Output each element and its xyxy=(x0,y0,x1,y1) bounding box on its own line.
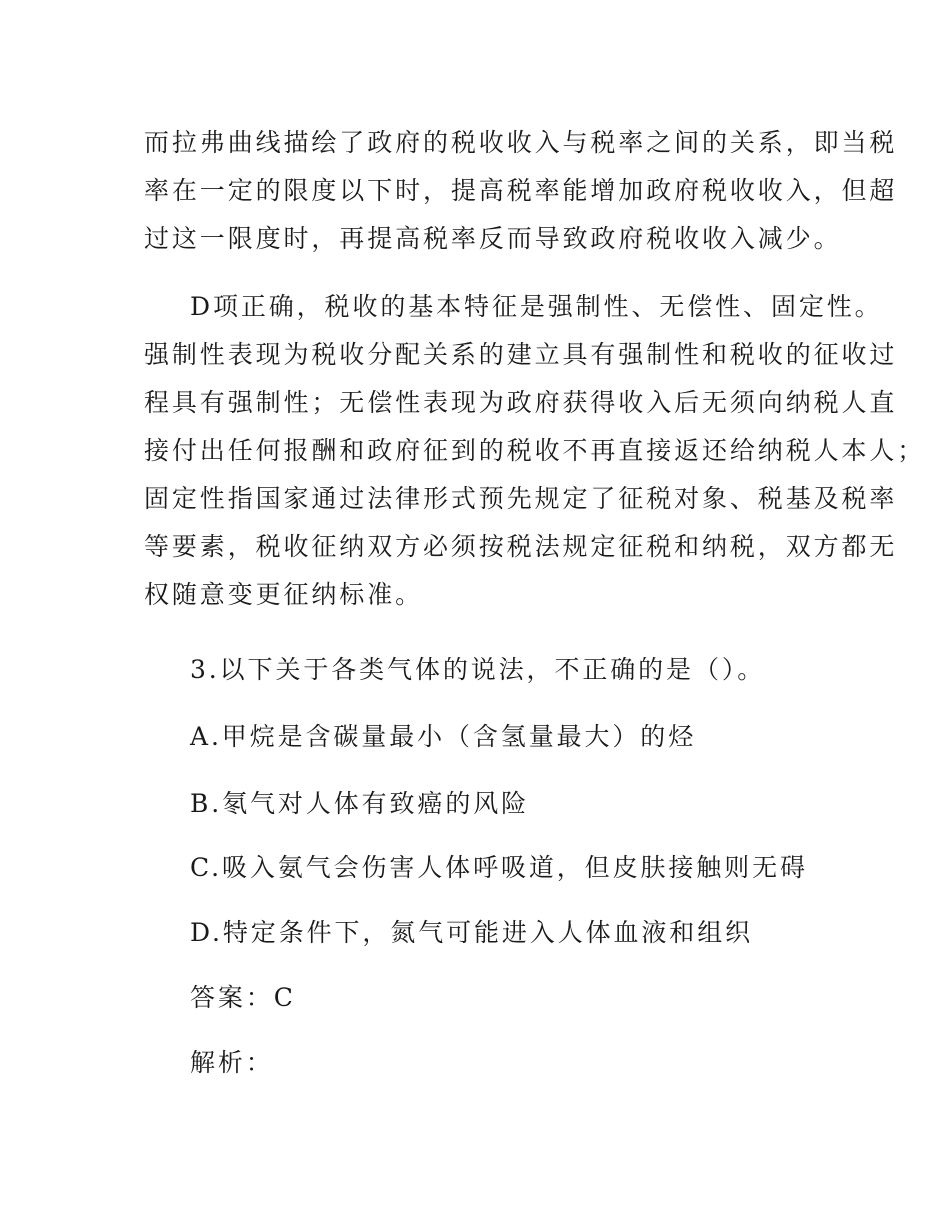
option-b: B.氡气对人体有致癌的风险 xyxy=(190,789,530,818)
analysis-label: 解析： xyxy=(190,1048,274,1077)
paragraph-d-line: D项正确，税收的基本特征是强制性、无偿性、固定性。 xyxy=(190,292,883,321)
option-d: D.特定条件下，氮气可能进入人体血液和组织 xyxy=(190,918,754,947)
paragraph-d-line: 强制性表现为税收分配关系的建立具有强制性和税收的征收过 xyxy=(144,340,898,369)
question-stem: 3.以下关于各类气体的说法，不正确的是（）。 xyxy=(190,655,766,684)
answer-line: 答案：C xyxy=(190,983,296,1012)
paragraph-d-line: 接付出任何报酬和政府征到的税收不再直接返还给纳税人本人； xyxy=(144,436,926,465)
paragraph-d-line: 等要素，税收征纳双方必须按税法规定征税和纳税，双方都无 xyxy=(144,532,898,561)
option-c: C.吸入氨气会伤害人体呼吸道，但皮肤接触则无碍 xyxy=(190,853,808,882)
paragraph-d-line: 权随意变更征纳标准。 xyxy=(144,580,424,609)
paragraph-d-line: 程具有强制性；无偿性表现为政府获得收入后无须向纳税人直 xyxy=(144,388,898,417)
option-a: A.甲烷是含碳量最小（含氢量最大）的烃 xyxy=(190,722,697,751)
paragraph-laffer-line: 率在一定的限度以下时，提高税率能增加政府税收收入，但超 xyxy=(144,176,898,205)
paragraph-laffer-line: 过这一限度时，再提高税率反而导致政府税收收入减少。 xyxy=(144,224,842,253)
paragraph-laffer-line: 而拉弗曲线描绘了政府的税收收入与税率之间的关系，即当税 xyxy=(144,128,898,157)
paragraph-d-line: 固定性指国家通过法律形式预先规定了征税对象、税基及税率 xyxy=(144,484,898,513)
